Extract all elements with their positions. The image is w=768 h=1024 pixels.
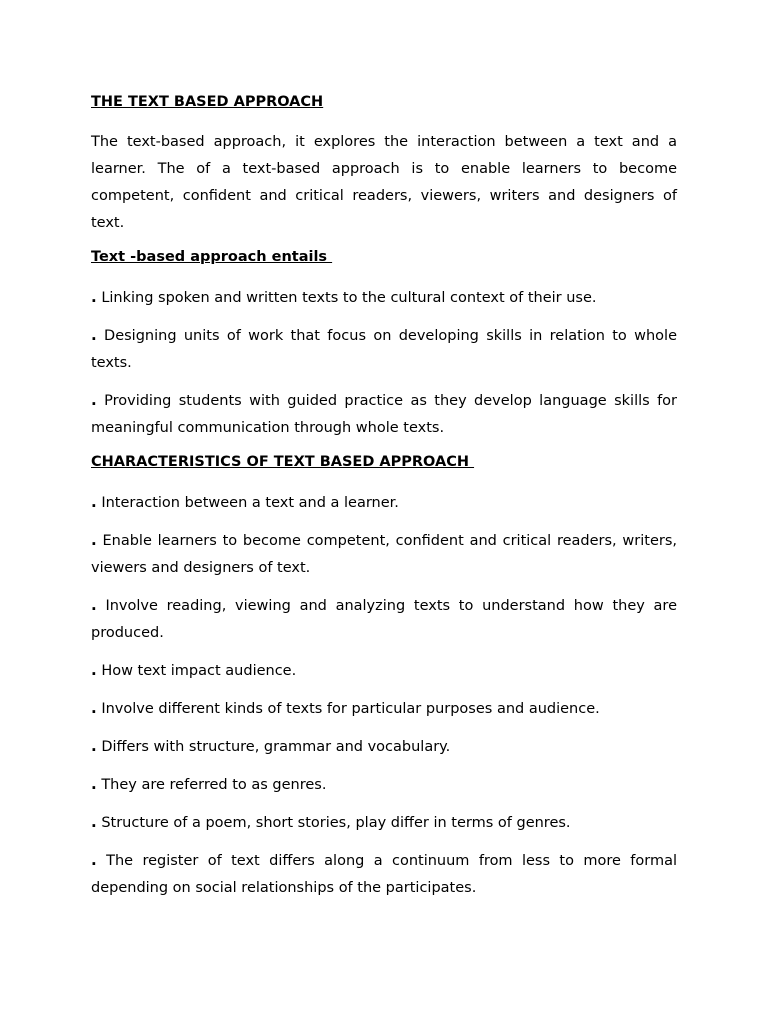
list-item — [91, 527, 677, 582]
entails-section — [91, 247, 677, 442]
list-item — [91, 592, 677, 647]
list-item — [91, 733, 677, 761]
bullet-marker: . — [91, 699, 97, 717]
list-item-text: The register of text differs along a continuum from less to more formal depending on social relationships of the participates. — [91, 853, 677, 896]
list-item — [91, 771, 677, 799]
bullet-marker: . — [91, 288, 97, 306]
list-item-text: Interaction between a text and a learner. — [101, 495, 399, 511]
list-item — [91, 847, 677, 902]
bullet-marker: . — [91, 596, 97, 614]
list-item-text: Linking spoken and written texts to the cultural context of their use. — [101, 290, 597, 306]
list-item — [91, 489, 677, 517]
list-item — [91, 387, 677, 442]
list-item-text: They are referred to as genres. — [101, 777, 327, 793]
list-item-text: Structure of a poem, short stories, play differ in terms of genres. — [101, 815, 571, 831]
bullet-marker: . — [91, 531, 97, 549]
bullet-marker: . — [91, 775, 97, 793]
bullet-marker: . — [91, 493, 97, 511]
bullet-marker: . — [91, 851, 97, 869]
list-item — [91, 322, 677, 377]
intro-paragraph: The text-based approach, it explores the interaction between a text and a learner. The of a text-based approach is to enable learners to become competent, confident and critical readers, viewers, writers and designers of text. — [91, 134, 677, 231]
bullet-marker: . — [91, 737, 97, 755]
bullet-marker: . — [91, 326, 97, 344]
bullet-marker: . — [91, 661, 97, 679]
list-item-text: Involve reading, viewing and analyzing texts to understand how they are produced. — [91, 598, 677, 641]
entails-heading: Text -based approach entails — [91, 249, 333, 265]
characteristics-section — [91, 452, 677, 902]
list-item — [91, 657, 677, 685]
list-item-text: Enable learners to become competent, confident and critical readers, writers, viewers and designers of text. — [91, 533, 678, 576]
bullet-marker: . — [91, 813, 97, 831]
list-item-text: Designing units of work that focus on developing skills in relation to whole texts. — [91, 328, 677, 371]
list-item-text: Providing students with guided practice as they develop language skills for meaningful communication through whole texts. — [91, 393, 678, 436]
list-item — [91, 695, 677, 723]
intro-section — [91, 92, 677, 237]
list-item-text: Involve different kinds of texts for particular purposes and audience. — [101, 701, 600, 717]
list-item — [91, 809, 677, 837]
bullet-marker: . — [91, 391, 97, 409]
characteristics-heading: CHARACTERISTICS OF TEXT BASED APPROACH — [91, 454, 475, 470]
list-item — [91, 284, 677, 312]
list-item-text: How text impact audience. — [101, 663, 297, 679]
document-title: THE TEXT BASED APPROACH — [91, 94, 324, 110]
list-item-text: Differs with structure, grammar and vocabulary. — [101, 739, 451, 755]
